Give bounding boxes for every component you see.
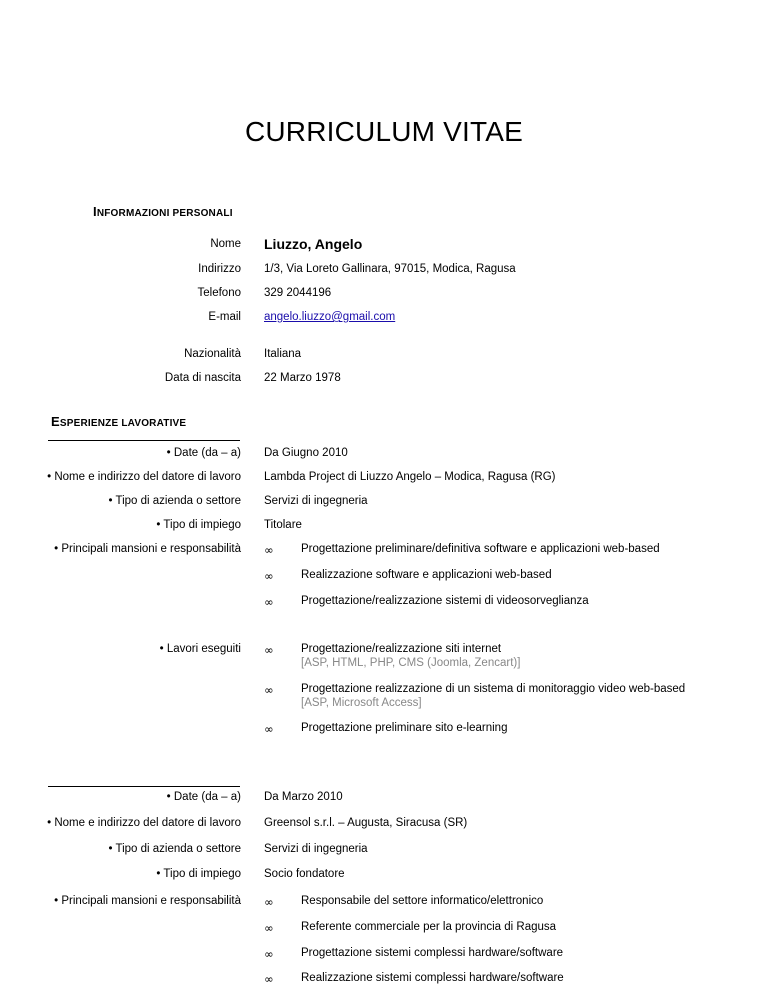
field-label-indirizzo: Indirizzo: [198, 263, 241, 275]
infinity-bullet-icon: ∞: [264, 947, 274, 961]
email-link[interactable]: angelo.liuzzo@gmail.com: [264, 311, 396, 323]
job-2-employer: Greensol s.r.l. – Augusta, Siracusa (SR): [264, 817, 468, 829]
infinity-bullet-icon: ∞: [264, 722, 274, 736]
job-1-work: Progettazione/realizzazione siti internet [ASP, HTML, PHP, CMS (Joomla, Zencart)]: [301, 643, 521, 669]
job-2-date-label: • Date (da – a): [166, 791, 241, 803]
infinity-bullet-icon: ∞: [264, 569, 274, 583]
divider-job-1: [48, 440, 240, 441]
field-value-email: [264, 311, 395, 323]
job-1-sector: Servizi di ingegneria: [264, 495, 368, 507]
field-value-telefono: 329 2044196: [264, 287, 332, 299]
job-2-duty: Responsabile del settore informatico/elettronico: [301, 895, 544, 907]
field-label-telefono: Telefono: [197, 287, 241, 299]
page-title: CURRICULUM VITAE: [244, 116, 524, 147]
field-label-email: E-mail: [208, 311, 241, 323]
field-value-data-nascita: 22 Marzo 1978: [264, 372, 341, 384]
field-label-nazionalita: Nazionalità: [184, 348, 241, 360]
job-1-duty: Progettazione/realizzazione sistemi di videosorveglianza: [301, 595, 589, 607]
infinity-bullet-icon: ∞: [264, 543, 274, 557]
job-2-date: Da Marzo 2010: [264, 791, 343, 803]
job-2-duty: Realizzazione sistemi complessi hardware/software: [301, 972, 564, 984]
job-1-employer: Lambda Project di Liuzzo Angelo – Modica, Ragusa (RG): [264, 471, 556, 483]
job-2-sector: Servizi di ingegneria: [264, 843, 368, 855]
infinity-bullet-icon: ∞: [264, 683, 274, 697]
field-value-indirizzo: 1/3, Via Loreto Gallinara, 97015, Modica, Ragusa: [264, 263, 516, 275]
divider-job-2: [48, 786, 240, 787]
section-heading-experience: ESPERIENZE LAVORATIVE: [51, 414, 187, 429]
infinity-bullet-icon: ∞: [264, 972, 274, 986]
job-2-duties-label: • Principali mansioni e responsabilità: [54, 895, 241, 907]
job-2-duty: Progettazione sistemi complessi hardware/software: [301, 947, 564, 959]
job-2-duty: Referente commerciale per la provincia di Ragusa: [301, 921, 557, 933]
job-1-work: Progettazione preliminare sito e-learning: [301, 722, 508, 734]
job-1-employer-label: • Nome e indirizzo del datore di lavoro: [47, 471, 241, 483]
job-1-duties-label: • Principali mansioni e responsabilità: [54, 543, 241, 555]
section-heading-personal: INFORMAZIONI PERSONALI: [93, 204, 233, 219]
job-2-role-label: • Tipo di impiego: [156, 868, 241, 880]
job-1-work: Progettazione realizzazione di un sistema di monitoraggio video web-based [ASP, Microsoft Access]: [301, 683, 686, 709]
job-1-date-label: • Date (da – a): [166, 447, 241, 459]
infinity-bullet-icon: ∞: [264, 921, 274, 935]
job-1-role-label: • Tipo di impiego: [156, 519, 241, 531]
job-1-date: Da Giugno 2010: [264, 447, 348, 459]
job-1-sector-label: • Tipo di azienda o settore: [108, 495, 241, 507]
field-value-nazionalita: Italiana: [264, 348, 302, 360]
job-1-role: Titolare: [264, 519, 302, 531]
field-label-data-nascita: Data di nascita: [164, 372, 241, 384]
job-2-role: Socio fondatore: [264, 868, 345, 880]
field-label-nome: Nome: [210, 238, 241, 250]
infinity-bullet-icon: ∞: [264, 895, 274, 909]
job-1-duty: Progettazione preliminare/definitiva software e applicazioni web-based: [301, 543, 660, 555]
infinity-bullet-icon: ∞: [264, 643, 274, 657]
job-2-sector-label: • Tipo di azienda o settore: [108, 843, 241, 855]
infinity-bullet-icon: ∞: [264, 595, 274, 609]
job-1-works-label: • Lavori eseguiti: [159, 643, 241, 655]
job-2-employer-label: • Nome e indirizzo del datore di lavoro: [47, 817, 241, 829]
field-value-nome: Liuzzo, Angelo: [264, 236, 363, 252]
job-1-duty: Realizzazione software e applicazioni web-based: [301, 569, 552, 581]
